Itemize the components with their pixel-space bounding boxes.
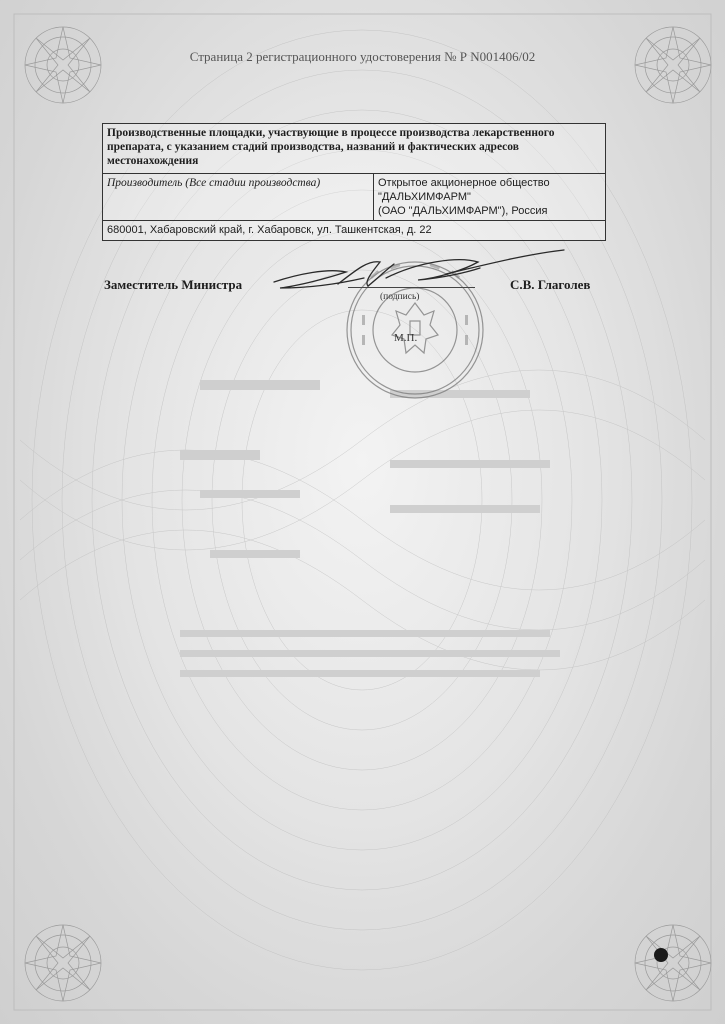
table-heading: Производственные площадки, участвующие в процессе производства лекарственного препарата, с указанием стадий производства, названий и фактических адресов местонахождения <box>103 124 606 174</box>
manufacturer-name-line: Открытое акционерное общество <box>378 177 550 189</box>
manufacturer-name <box>374 174 606 221</box>
manufacturer-address: 680001, Хабаровский край, г. Хабаровск, ул. Ташкентская, д. 22 <box>103 221 606 241</box>
page-title: Страница 2 регистрационного удостоверения № Р N001406/02 <box>189 49 536 64</box>
manufacturer-name-line: "ДАЛЬХИМФАРМ" <box>378 191 471 203</box>
signature-hint: (подпись) <box>380 292 420 302</box>
signature-line <box>348 287 475 288</box>
manufacturer-label: Производитель (Все стадии производства) <box>103 174 374 221</box>
corner-rosette-icon <box>18 20 108 110</box>
table-row <box>103 124 606 174</box>
corner-rosette-icon <box>628 918 718 1008</box>
manufacturer-name-line: (ОАО "ДАЛЬХИМФАРМ"), Россия <box>378 205 548 217</box>
corner-rosette-icon <box>628 20 718 110</box>
table-row <box>103 221 606 241</box>
punch-dot-icon <box>654 948 668 962</box>
table-row <box>103 174 606 221</box>
corner-rosette-icon <box>18 918 108 1008</box>
stamp-place-label: М.П. <box>394 332 418 344</box>
signatory-name: С.В. Глаголев <box>510 277 591 292</box>
production-sites-table <box>102 123 606 241</box>
signatory-title: Заместитель Министра <box>104 277 243 292</box>
